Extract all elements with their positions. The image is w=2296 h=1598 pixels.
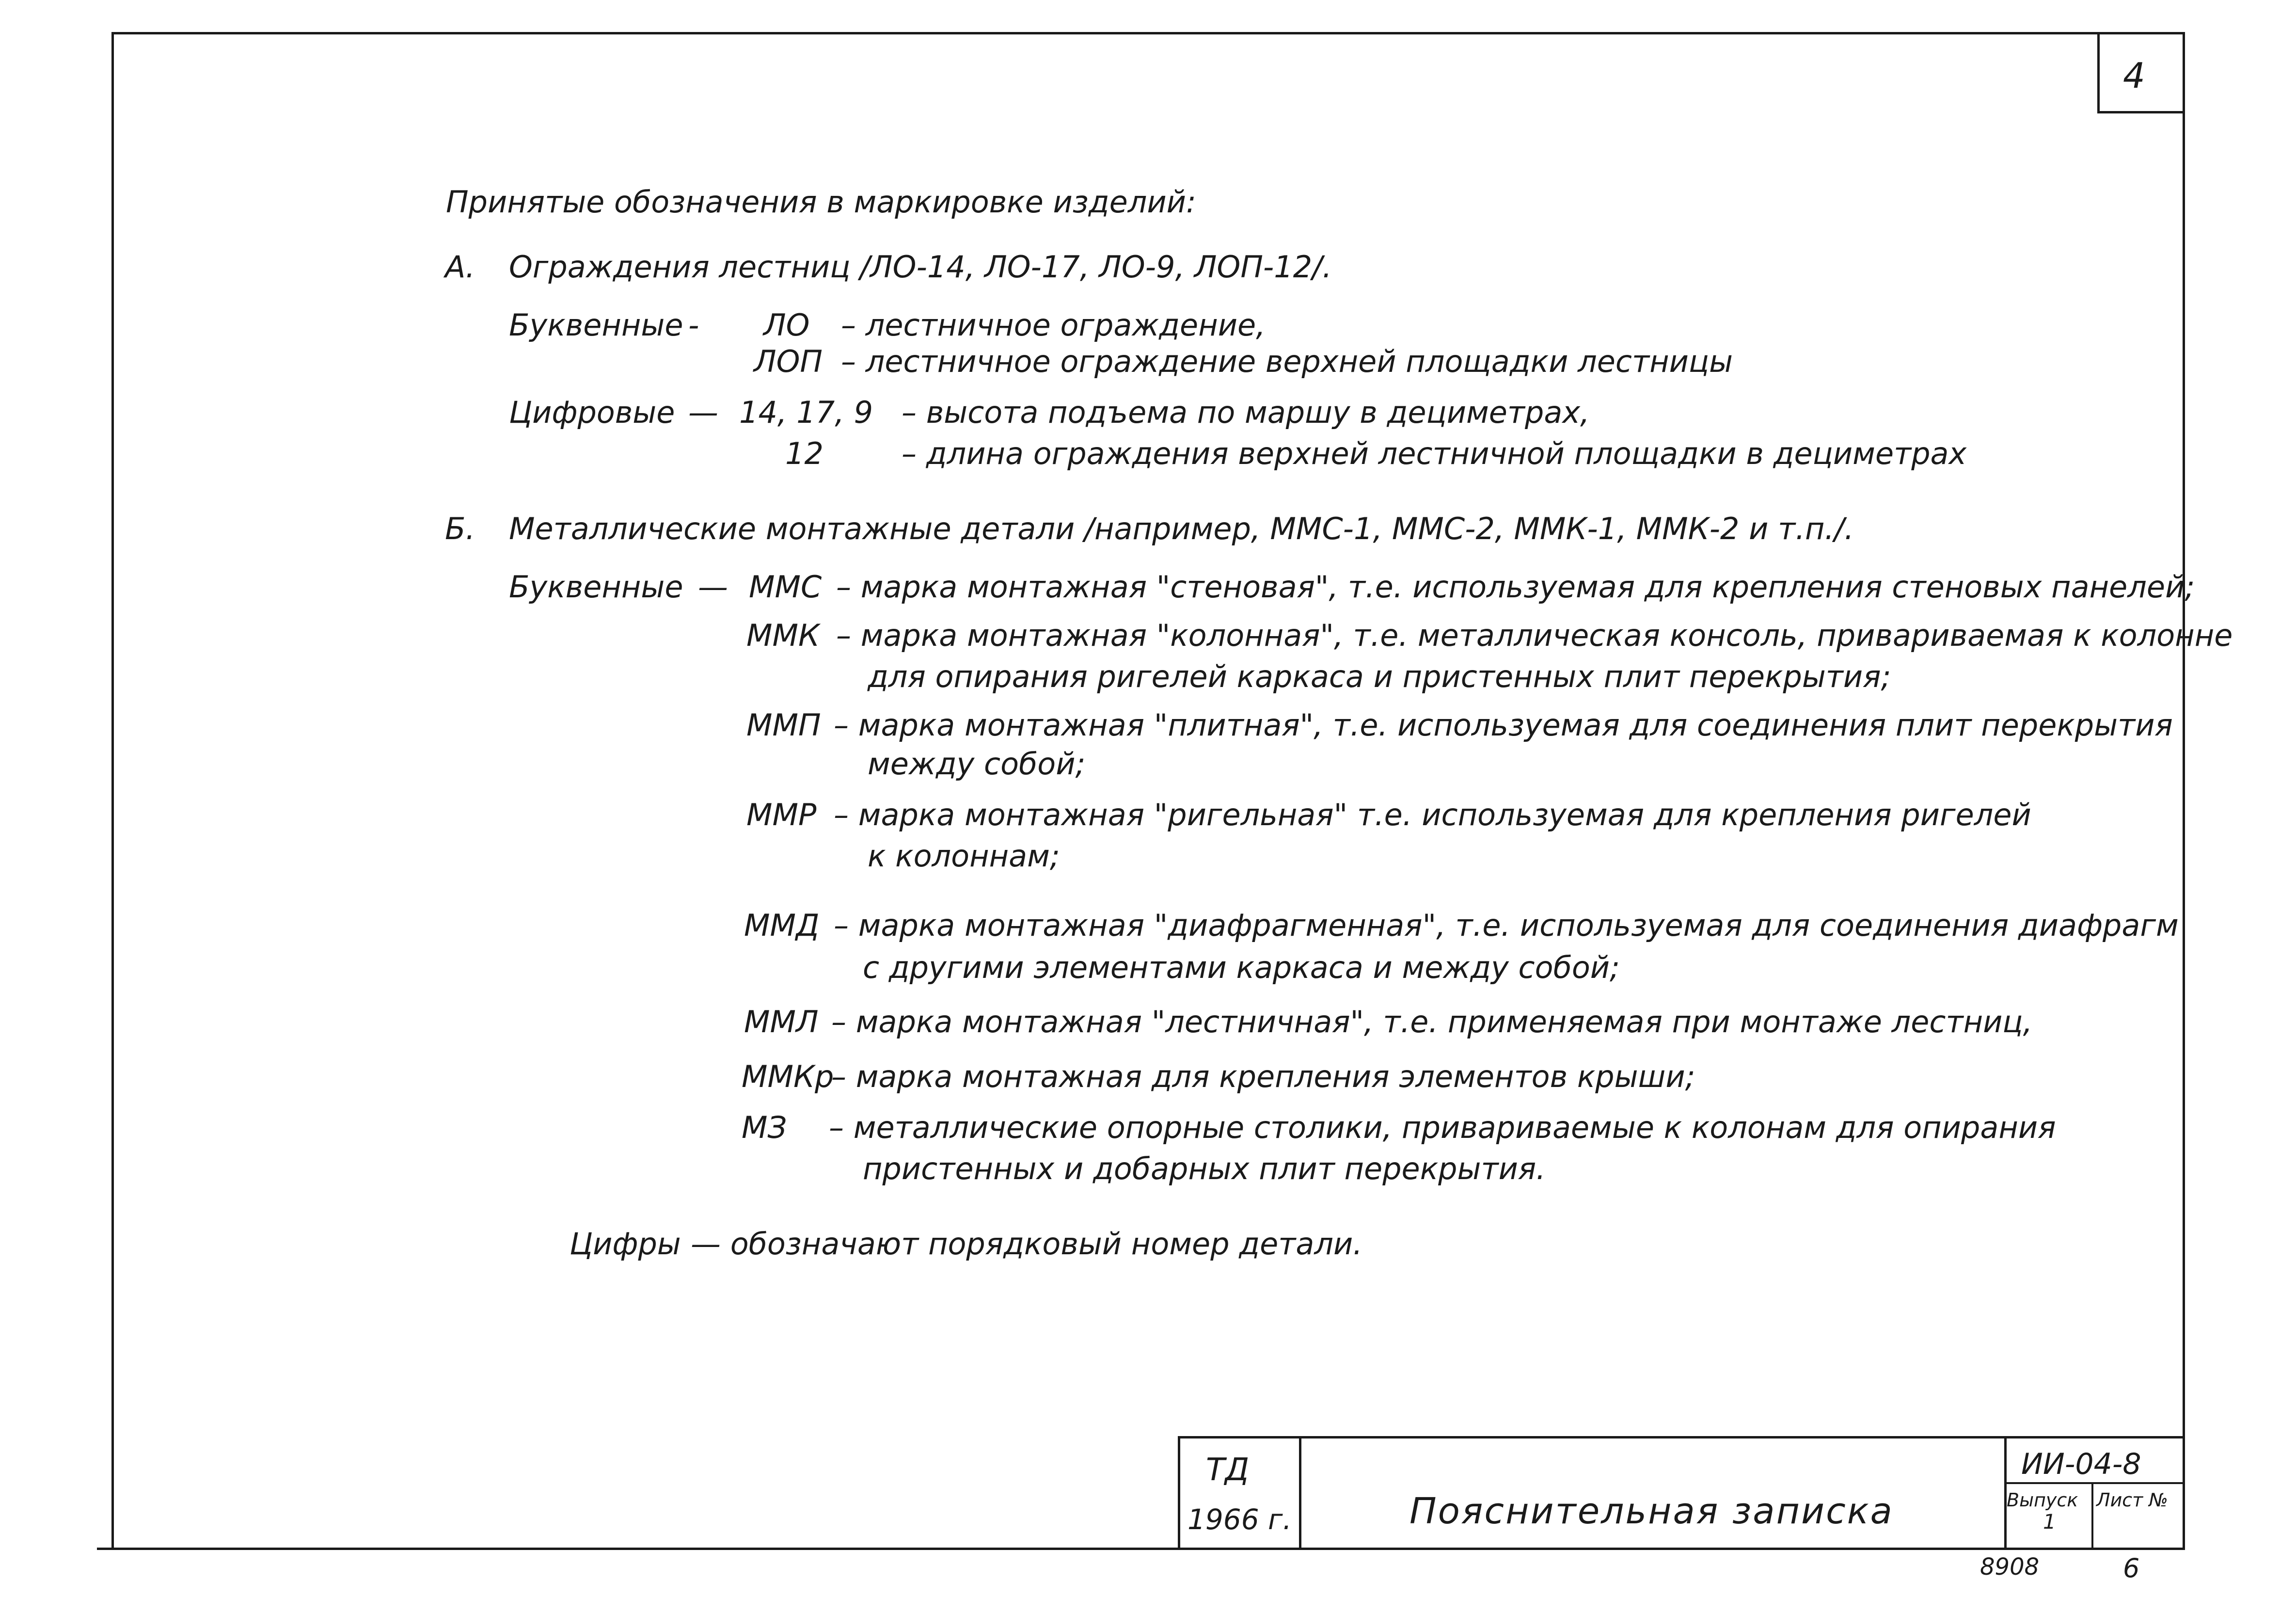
mark-text-mz: – металлические опорные столики, привариваемые к колонам для опирания xyxy=(829,1110,2056,1145)
mark-text-mz-cont: пристенных и добарных плит перекрытия. xyxy=(863,1151,1546,1186)
bottom-number: 8908 xyxy=(1980,1553,2040,1581)
title-block-org: ТД xyxy=(1206,1452,1250,1488)
section-a-digit-text-1: – высота подъема по маршу в дециметрах, xyxy=(902,395,1590,430)
section-a-letters-dash: - xyxy=(688,307,699,343)
mark-code-mmd: ММД xyxy=(744,908,820,943)
mark-text-mmkr: – марка монтажная для крепления элементов крыши; xyxy=(831,1059,1695,1094)
section-a-letters-label: Буквенные xyxy=(509,307,683,343)
page-number: 4 xyxy=(2123,55,2145,96)
section-a-digits-dash: — xyxy=(688,395,718,430)
title-block-issue-divider xyxy=(2091,1482,2093,1550)
mark-code-mmkr: ММКр xyxy=(742,1059,834,1094)
section-a-letter-code-2: ЛОП xyxy=(754,344,823,379)
section-a-digit-code-2: 12 xyxy=(785,436,823,471)
title-block-issue-label: Выпуск xyxy=(2007,1489,2078,1511)
section-b-letters-label: Буквенные xyxy=(509,569,683,605)
mark-text-mmd: – марка монтажная "диафрагменная", т.е. используемая для соединения диафрагм xyxy=(834,908,2179,943)
document-heading: Принятые обозначения в маркировке изделий: xyxy=(446,184,1196,220)
bottom-sheet: 6 xyxy=(2123,1553,2140,1583)
frame-right xyxy=(2183,32,2185,1550)
section-a-marker: А. xyxy=(445,249,475,285)
mark-text-mmk-cont: для опирания ригелей каркаса и пристенных плит перекрытия; xyxy=(868,659,1891,694)
section-a-title: Ограждения лестниц /ЛО-14, ЛО-17, ЛО-9, ЛОП-12/. xyxy=(509,249,1332,285)
section-a-digit-text-2: – длина ограждения верхней лестничной площадки в дециметрах xyxy=(902,436,1967,471)
title-block-left xyxy=(1178,1436,1180,1550)
section-a-letter-text-1: – лестничное ограждение, xyxy=(841,307,1266,343)
title-block-issue-value: 1 xyxy=(2043,1510,2056,1534)
frame-top xyxy=(111,32,2185,34)
section-a-letter-code-1: ЛО xyxy=(763,307,810,343)
section-b-title: Металлические монтажные детали /например, ММС-1, ММС-2, ММК-1, ММК-2 и т.п./. xyxy=(509,511,1854,546)
title-block-divider-1 xyxy=(1299,1436,1301,1550)
section-b-digits-text: — обозначают порядковый номер детали. xyxy=(691,1226,1363,1262)
mark-text-mmr-cont: к колоннам; xyxy=(868,838,1060,874)
title-block-year: 1966 г. xyxy=(1188,1503,1292,1536)
title-block-top xyxy=(1178,1436,2185,1438)
mark-text-mms: – марка монтажная "стеновая", т.е. используемая для крепления стеновых панелей; xyxy=(836,569,2195,605)
mark-text-mmk: – марка монтажная "колонная", т.е. металлическая консоль, привариваемая к колонне xyxy=(836,618,2233,653)
mark-code-mms: ММС xyxy=(749,569,822,605)
mark-text-mmd-cont: с другими элементами каркаса и между собой; xyxy=(863,950,1620,985)
section-a-letter-text-2: – лестничное ограждение верхней площадки лестницы xyxy=(841,344,1733,379)
title-block-title: Пояснительная записка xyxy=(1409,1490,1894,1532)
mark-code-mml: ММЛ xyxy=(744,1004,819,1039)
frame-bottom xyxy=(97,1548,2185,1550)
section-a-digit-code-1: 14, 17, 9 xyxy=(739,395,873,430)
mark-text-mmr: – марка монтажная "ригельная" т.е. используемая для крепления ригелей xyxy=(834,797,2031,832)
mark-code-mmk: ММК xyxy=(746,618,820,653)
mark-text-mmp-cont: между собой; xyxy=(868,746,1086,782)
title-block-code: ИИ-04-8 xyxy=(2021,1447,2141,1481)
section-b-digits-label: Цифры xyxy=(570,1226,681,1262)
mark-text-mml: – марка монтажная "лестничная", т.е. применяемая при монтаже лестниц, xyxy=(831,1004,2033,1039)
mark-code-mz: МЗ xyxy=(742,1110,787,1145)
mark-text-mmp: – марка монтажная "плитная", т.е. используемая для соединения плит перекрытия xyxy=(834,707,2173,743)
title-block-code-underline xyxy=(2004,1482,2185,1484)
section-b-letters-dash: — xyxy=(698,569,728,605)
mark-code-mmr: ММР xyxy=(746,797,817,832)
mark-code-mmp: ММП xyxy=(746,707,821,743)
frame-left xyxy=(111,32,114,1550)
section-a-digits-label: Цифровые xyxy=(509,395,675,430)
section-b-marker: Б. xyxy=(445,511,475,546)
title-block-sheet-label: Лист № xyxy=(2096,1489,2168,1511)
